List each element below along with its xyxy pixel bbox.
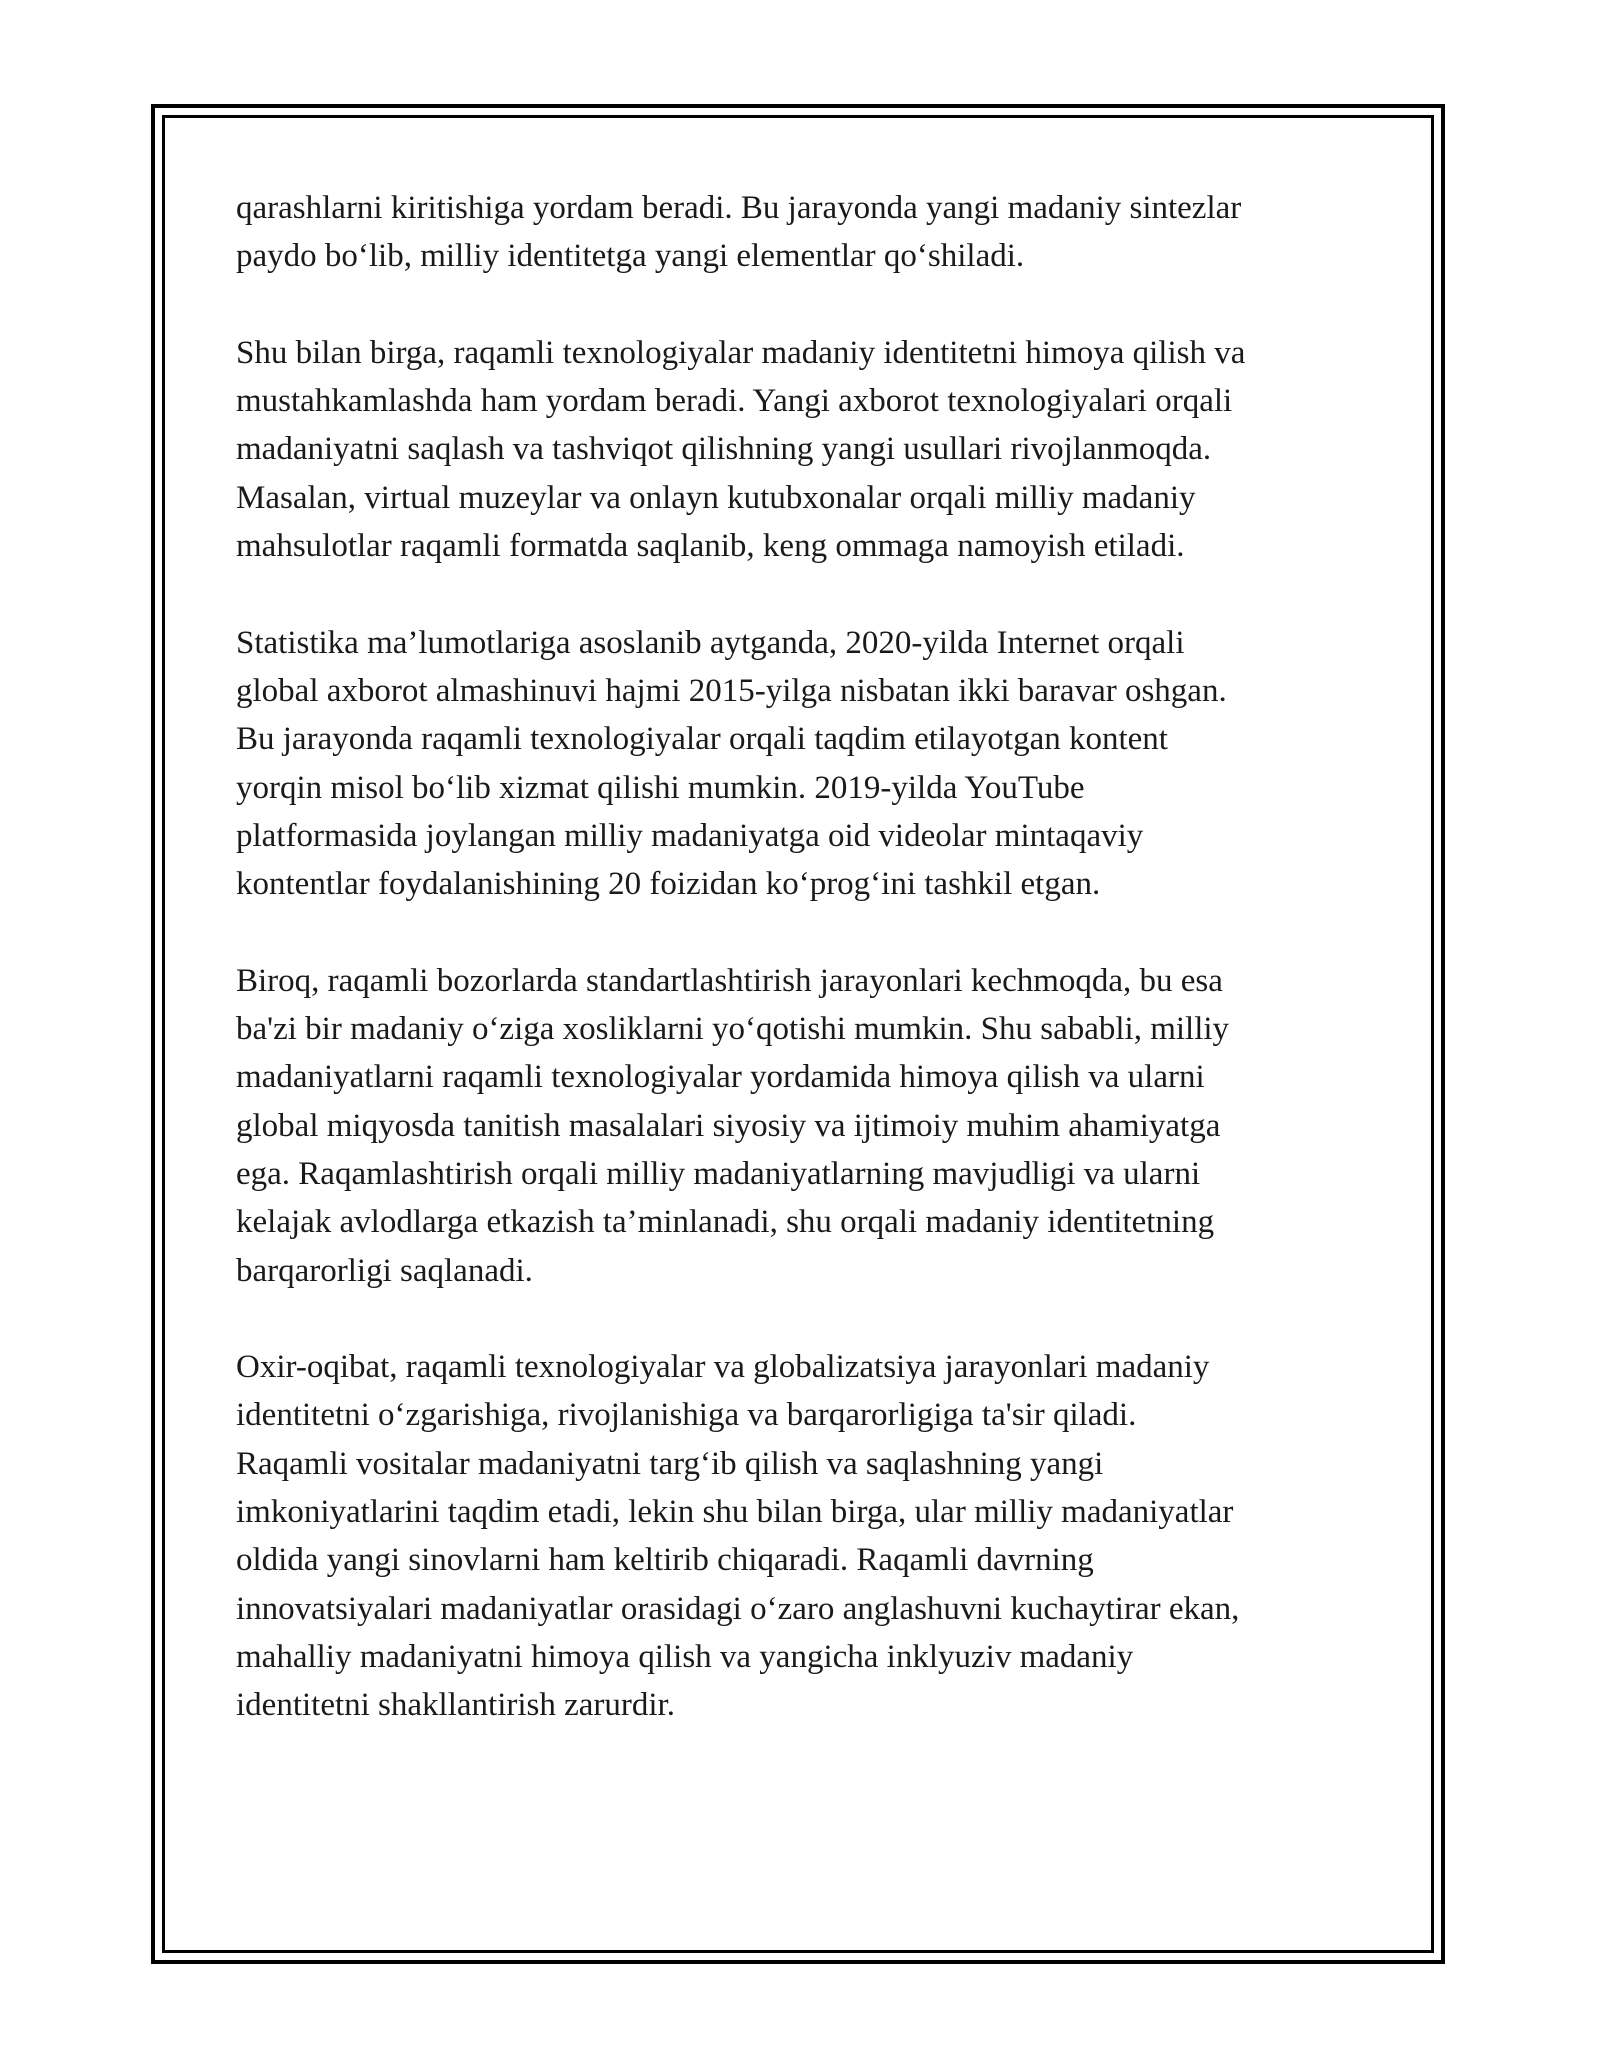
paragraph-3: Statistika ma’lumotlariga asoslanib aytganda, 2020-yilda Internet orqali global axborot almashinuvi hajmi 2015-yilga nisbatan ikki baravar oshgan. Bu jarayonda raqamli texnologiyalar orqali taqdim etilayotgan kontent yorqin misol bo‘lib xizmat qilishi mumkin. 2019-yilda YouTube platformasida joylangan milliy madaniyatga oid videolar mintaqaviy kontentlar foydalanishining 20 foizidan ko‘prog‘ini tashkil etgan. bbox=[236, 624, 1227, 903]
paragraph-4: Biroq, raqamli bozorlarda standartlashtirish jarayonlari kechmoqda, bu esa ba'zi bir madaniy o‘ziga xosliklarni yo‘qotishi mumkin. Shu sababli, milliy madaniyatlarni raqamli texnologiyalar yordamida himoya qilish va ularni global miqyosda tanitish masalalari siyosiy va ijtimoiy muhim ahamiyatga ega. Raqamlashtirish orqali milliy madaniyatlarning mavjudligi va ularni kelajak avlodlarga etkazish ta’minlanadi, shu orqali madaniy identitetning barqarorligi saqlanadi. bbox=[236, 962, 1230, 1289]
paragraph-2: Shu bilan birga, raqamli texnologiyalar madaniy identitetni himoya qilish va mustahkamlashda ham yordam beradi. Yangi axborot texnologiyalari orqali madaniyatni saqlash va tashviqot qilishning yangi usullari rivojlanmoqda. Masalan, virtual muzeylar va onlayn kutubxonalar orqali milliy madaniy mahsulotlar raqamli formatda saqlanib, keng ommaga namoyish etiladi. bbox=[236, 334, 1246, 565]
document-body bbox=[236, 184, 1376, 1778]
paragraph-5: Oxir-oqibat, raqamli texnologiyalar va globalizatsiya jarayonlari madaniy identitetni o‘zgarishiga, rivojlanishiga va barqarorligiga ta'sir qiladi. Raqamli vositalar madaniyatni targ‘ib qilish va saqlashning yangi imkoniyatlarini taqdim etadi, lekin shu bilan birga, ular milliy madaniyatlar oldida yangi sinovlarni ham keltirib chiqaradi. Raqamli davrning innovatsiyalari madaniyatlar orasidagi o‘zaro anglashuvni kuchaytirar ekan, mahalliy madaniyatni himoya qilish va yangicha inklyuziv madaniy identitetni shakllantirish zarurdir. bbox=[236, 1349, 1240, 1724]
paragraph-1: qarashlarni kiritishiga yordam beradi. Bu jarayonda yangi madaniy sintezlar paydo bo‘lib, milliy identitetga yangi elementlar qo‘shiladi. bbox=[236, 190, 1242, 275]
